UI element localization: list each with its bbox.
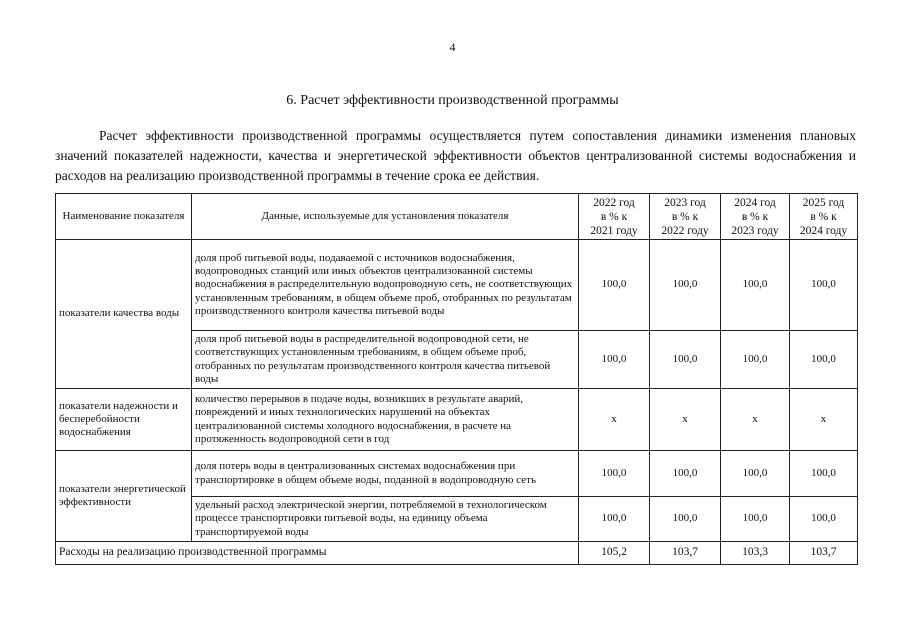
value-cell: 100,0 — [650, 497, 721, 542]
header-2022 — [579, 194, 650, 240]
section-title: 6. Расчет эффективности производственной программы — [286, 93, 619, 108]
value-cell: 100,0 — [650, 331, 721, 389]
value-cell: 100,0 — [790, 497, 858, 542]
header-2023-line2: в % к — [671, 210, 699, 223]
page-number: 4 — [449, 40, 456, 54]
table-row-total — [56, 542, 858, 565]
intro-paragraph: Расчет эффективности производственной программы осуществляется путем сопоставления динамики изменения плановых значений показателей надежности, качества и энергетической эффективности объектов централизованной системы водоснабжения и расходов на реализацию производственной программы в течение срока ее действия. — [55, 128, 856, 183]
value-cell: 100,0 — [579, 497, 650, 542]
row-description: доля проб питьевой воды в распределительной водопроводной сети, не соответствующих установленным требованиям, в общем объеме проб, отобранных по результатам производственного контроля качества питьевой воды — [192, 331, 579, 389]
efficiency-table — [55, 193, 858, 565]
value-cell: 100,0 — [790, 240, 858, 331]
row-description: удельный расход электрической энергии, потребляемой в технологическом процессе транспортировки питьевой воды, на единицу объема транспортируемой воды — [192, 497, 579, 542]
total-value: 103,7 — [650, 542, 721, 565]
header-2025-line2: в % к — [810, 210, 837, 223]
row-description: количество перерывов в подаче воды, возникших в результате аварий, повреждений и иных технологических нарушений на объектах централизованной системы холодного водоснабжения, в расчете на протяженность водопроводной сети в год — [192, 389, 579, 451]
value-cell: х — [650, 389, 721, 451]
header-2025 — [790, 194, 858, 240]
value-cell: 100,0 — [579, 451, 650, 497]
total-value: 103,3 — [721, 542, 790, 565]
table-row — [56, 240, 858, 331]
group-label-energy: показатели энергетической эффективности — [56, 451, 192, 542]
value-cell: х — [579, 389, 650, 451]
total-value: 103,7 — [790, 542, 858, 565]
row-description: доля потерь воды в централизованных системах водоснабжения при транспортировке в общем объеме воды, поданной в водопроводную сеть — [192, 451, 579, 497]
value-cell: 100,0 — [579, 331, 650, 389]
header-2025-line1: 2025 год — [802, 196, 845, 209]
value-cell: 100,0 — [721, 497, 790, 542]
table-header-row — [56, 194, 858, 240]
header-2023-line1: 2023 год — [664, 196, 706, 209]
header-name: Наименование показателя — [56, 194, 192, 240]
value-cell: 100,0 — [579, 240, 650, 331]
header-2023-line3: 2022 году — [661, 224, 709, 237]
value-cell: 100,0 — [721, 451, 790, 497]
header-data: Данные, используемые для установления показателя — [192, 194, 579, 240]
header-2022-line2: в % к — [600, 210, 628, 223]
value-cell: х — [721, 389, 790, 451]
value-cell: 100,0 — [650, 240, 721, 331]
value-cell: 100,0 — [721, 240, 790, 331]
total-value: 105,2 — [579, 542, 650, 565]
value-cell: 100,0 — [650, 451, 721, 497]
value-cell: 100,0 — [790, 451, 858, 497]
value-cell: х — [790, 389, 858, 451]
table-row — [56, 451, 858, 497]
header-2022-line1: 2022 год — [593, 196, 635, 209]
total-label: Расходы на реализацию производственной программы — [56, 542, 579, 565]
row-description: доля проб питьевой воды, подаваемой с источников водоснабжения, водопроводных станций или иных объектов централизованной системы водоснабжения в распределительную водопроводную сеть, не соответствующих установленным требованиям, в общем объеме проб, отобранных по результатам производственного контроля качества питьевой воды — [192, 240, 579, 331]
table-row — [56, 389, 858, 451]
value-cell: 100,0 — [790, 331, 858, 389]
group-label-reliability: показатели надежности и бесперебойности водоснабжения — [56, 389, 192, 451]
value-cell: 100,0 — [721, 331, 790, 389]
header-2024-line1: 2024 год — [734, 196, 776, 209]
header-2024-line3: 2023 году — [731, 224, 779, 237]
header-2022-line3: 2021 году — [590, 224, 638, 237]
header-2023 — [650, 194, 721, 240]
group-label-quality: показатели качества воды — [56, 240, 192, 389]
header-2024 — [721, 194, 790, 240]
header-2025-line3: 2024 году — [799, 224, 848, 237]
header-2024-line2: в % к — [741, 210, 769, 223]
